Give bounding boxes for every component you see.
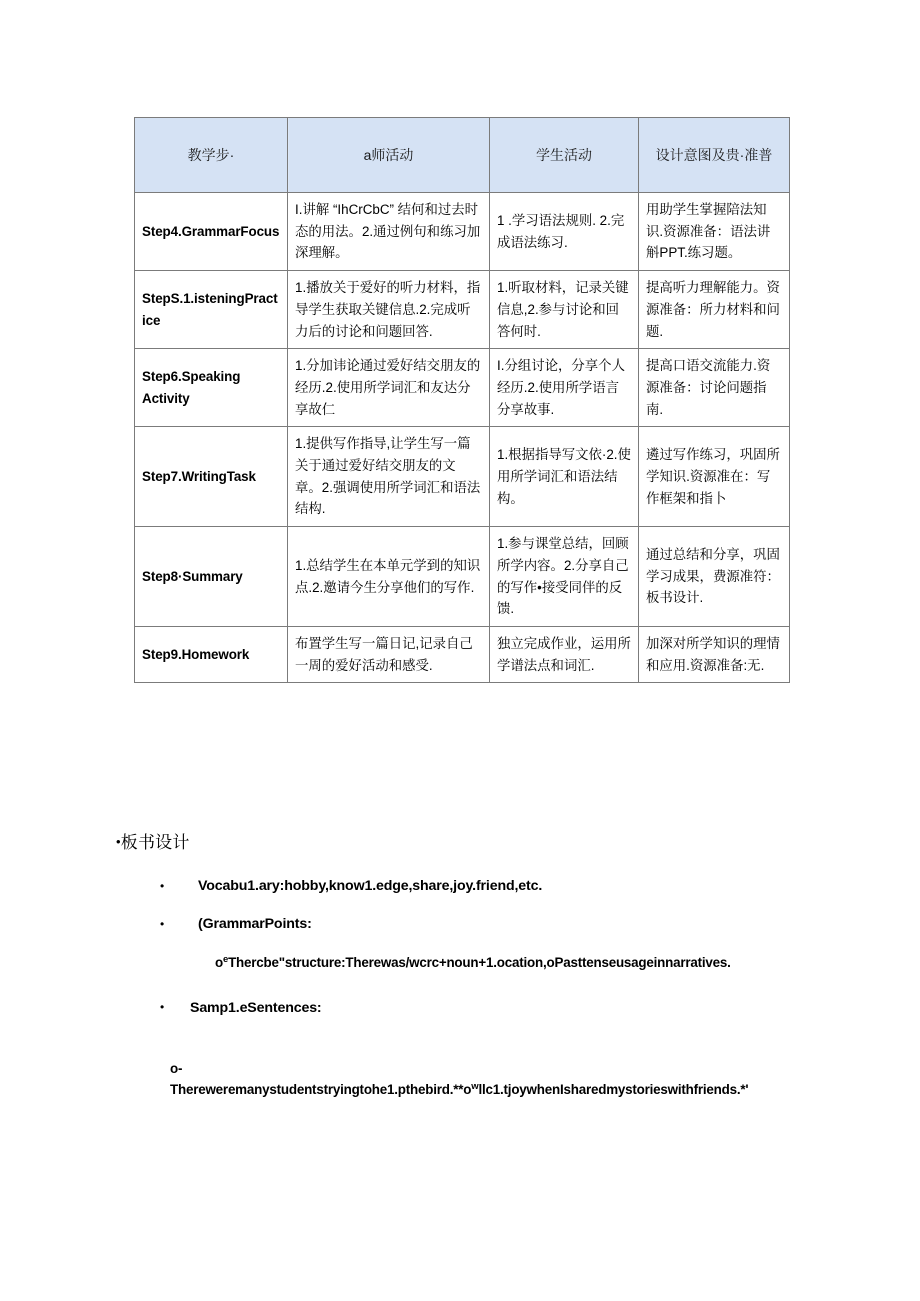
sample-detail-superscript: w bbox=[471, 1081, 479, 1093]
cell-step: Step9.Homework bbox=[135, 626, 288, 682]
board-design-heading bbox=[116, 828, 190, 853]
column-header-teacher-activity: a师活动 bbox=[288, 118, 490, 193]
cell-step: StepS.1.isteningPractice bbox=[135, 271, 288, 349]
list-item bbox=[160, 914, 860, 935]
bullet-icon: • bbox=[160, 879, 165, 893]
cell-design-intent: 加深对所学知识的理情和应用.资源准备:无. bbox=[639, 626, 790, 682]
column-header-teaching-step: 教学步· bbox=[135, 118, 288, 193]
bullet-icon: • bbox=[160, 1000, 165, 1014]
cell-teacher-activity: 1.总结学生在本单元学到的知识点.2.邀请今生分享他们的写作. bbox=[288, 527, 490, 627]
heading-bullet-icon: • bbox=[116, 834, 121, 849]
lesson-plan-table bbox=[134, 117, 790, 683]
list-item bbox=[160, 876, 860, 897]
cell-design-intent: 提高听力理解能力。资源准备：所力材料和问题. bbox=[639, 271, 790, 349]
table-body bbox=[135, 193, 790, 683]
cell-student-activity: 1 .学习语法规则. 2.完成语法练习. bbox=[490, 193, 639, 271]
grammar-detail-prefix: o bbox=[215, 955, 223, 970]
sample-sentences-label: Samp1.eSentences: bbox=[190, 1000, 322, 1016]
board-design-bullet-list bbox=[160, 876, 860, 953]
cell-teacher-activity: I.讲解 “IhCrCbC” 结何和过去时态的用法。2.通过例句和练习加深理解。 bbox=[288, 193, 490, 271]
cell-step: Step4.GrammarFocus bbox=[135, 193, 288, 271]
table-row bbox=[135, 271, 790, 349]
cell-teacher-activity: 1.播放关于爱好的听力材料，指导学生获取关键信息.2.完成听力后的讨论和问题回答. bbox=[288, 271, 490, 349]
cell-step: Step6.Speaking Activity bbox=[135, 349, 288, 427]
sample-detail-text-a: Thereweremanystudentstryingtohe1.pthebird.**o bbox=[170, 1082, 472, 1098]
table-row bbox=[135, 427, 790, 527]
table-row bbox=[135, 193, 790, 271]
cell-student-activity: 1.听取材料，记录关键信息,2.参与讨论和回答何时. bbox=[490, 271, 639, 349]
column-header-design-intent: 设计意图及贵·准普 bbox=[639, 118, 790, 193]
list-item-label: (GrammarPoints: bbox=[198, 916, 312, 933]
cell-student-activity: I.分组讨论，分享个人经历.2.使用所学语言分享故事. bbox=[490, 349, 639, 427]
cell-design-intent: 提高口语交流能力.资源准备：讨论问题指南. bbox=[639, 349, 790, 427]
cell-design-intent: 遴过写作练习，巩固所学知识.资源准在：写作框架和指卜 bbox=[639, 427, 790, 527]
cell-step: Step7.WritingTask bbox=[135, 427, 288, 527]
table-header-row bbox=[135, 118, 790, 193]
cell-teacher-activity: 1.分加讳论通过爱好结交朋友的经历.2.使用所学词汇和友达分享故仁 bbox=[288, 349, 490, 427]
cell-student-activity: 1.参与课堂总结，回顾所学内容。2.分享自己的写作•接受同伴的反馈. bbox=[490, 527, 639, 627]
table-row bbox=[135, 626, 790, 682]
list-item-label: Vocabu1.ary:hobby,know1.edge,share,joy.friend,etc. bbox=[198, 878, 543, 894]
grammar-points-detail bbox=[215, 952, 793, 973]
cell-step: Step8·Summary bbox=[135, 527, 288, 627]
column-header-student-activity: 学生活动 bbox=[490, 118, 639, 193]
cell-teacher-activity: 布置学生写一篇日记,记录自己一周的爱好活动和感受. bbox=[288, 626, 490, 682]
cell-student-activity: 1.根据指导写文依·2.使用所学词汇和语法结构。 bbox=[490, 427, 639, 527]
sample-detail-text-b: llc1.tjoywhenIsharedmystorieswithfriends.*' bbox=[478, 1082, 749, 1098]
table-row bbox=[135, 349, 790, 427]
cell-teacher-activity: 1.提供写作指导,让学生写一篇关于通过爱好结交朋友的文章。2.强调使用所学词汇和语法结构. bbox=[288, 427, 490, 527]
heading-label: 板书设计 bbox=[120, 833, 190, 852]
sample-sentences-detail bbox=[170, 1058, 795, 1100]
grammar-detail-text: Thercbe"structure:Therewas/wcrc+noun+1.ocation,oPasttenseusageinnarratives. bbox=[228, 955, 731, 970]
cell-design-intent: 用助学生掌握陪法知识.资源准备：语法讲斛PPT.练习题。 bbox=[639, 193, 790, 271]
sample-detail-prefix: o- bbox=[170, 1061, 183, 1076]
table-row bbox=[135, 527, 790, 627]
grammar-detail-superscript: e bbox=[222, 954, 229, 965]
table-header bbox=[135, 118, 790, 193]
cell-design-intent: 通过总结和分享，巩固学习成果，费源准符：板书设计. bbox=[639, 527, 790, 627]
cell-student-activity: 独立完成作业，运用所学谱法点和词汇. bbox=[490, 626, 639, 682]
bullet-icon: • bbox=[160, 917, 165, 932]
